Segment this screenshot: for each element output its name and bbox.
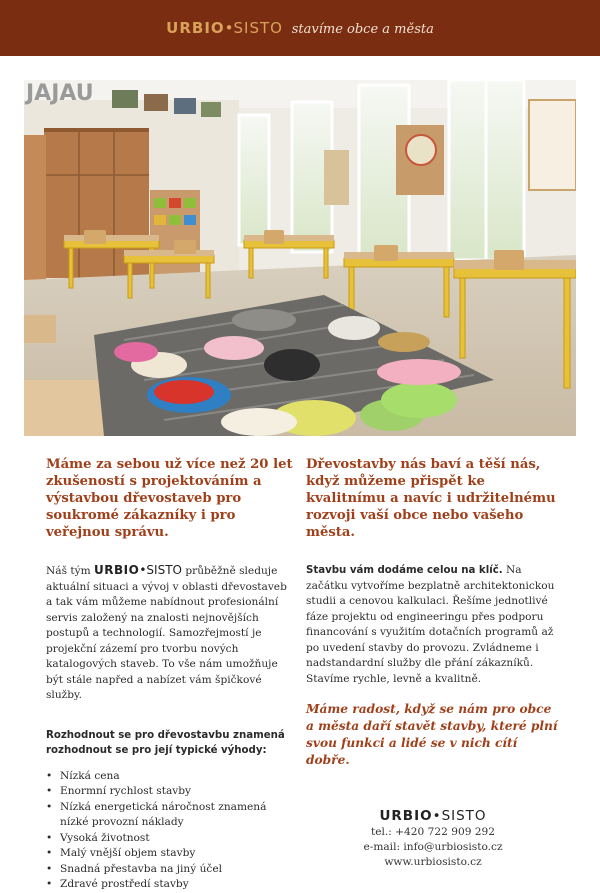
left-column xyxy=(46,456,294,893)
inline-brand-left: URBIO xyxy=(94,563,140,577)
contact-block xyxy=(306,785,560,870)
intro-text-after: průběžně sleduje aktuální situaci a vývoj v oblasti dřevostaveb a tak vám můžeme nabídnout profesionální servis založený na znalosti nejnovějších postupů a technologií. Samozřejmostí je projekční zázemí pro tvorbu nových katalogových staveb. To vše nám umožňuje být stále napřed a nabízet vám špičkové služby. xyxy=(46,565,287,701)
right-paragraph-bold: Stavbu vám dodáme celou na klíč. xyxy=(306,565,503,576)
header-tagline: stavíme obce a města xyxy=(291,22,434,37)
inline-brand-dot: • xyxy=(139,563,147,577)
wall-letters: JAJAU xyxy=(26,81,94,106)
header-brand-right: SISTO xyxy=(233,19,283,37)
contact-phone: tel.: +420 722 909 292 xyxy=(370,826,496,838)
benefits-heading: Rozhodnout se pro dřevostavbu znamená rozhodnout se pro její typické výhody: xyxy=(46,729,285,757)
contact-brand-right: SISTO xyxy=(441,808,487,824)
list-item: • Vysoká životnost xyxy=(46,831,294,847)
right-paragraph xyxy=(306,563,560,687)
list-item: • Malý vnější objem stavby xyxy=(46,846,294,862)
right-lead-heading: Dřevostavby nás baví a těší nás, když můžeme přispět ke kvalitnímu a navíc i udržitelnému rozvoji vaší obce nebo vašeho města. xyxy=(306,457,556,540)
benefits-list xyxy=(46,769,294,893)
contact-email[interactable]: e-mail: info@urbiosisto.cz xyxy=(363,841,503,853)
header-logo xyxy=(0,19,600,39)
list-item: • Nízká energetická náročnost znamená nízké provozní náklady xyxy=(46,800,294,831)
list-item: • Snadná přestavba na jiný účel xyxy=(46,862,294,878)
inline-brand-right: SISTO xyxy=(146,563,182,577)
inline-brand-logo xyxy=(94,563,182,577)
list-item: • Enormní rychlost stavby xyxy=(46,784,294,800)
contact-website[interactable]: www.urbiosisto.cz xyxy=(384,856,482,868)
header-bar xyxy=(0,0,600,56)
right-paragraph-rest: Na začátku vytvoříme bezplatně architektonickou studii a cenovou kalkulaci. Řešíme jednotlivé fáze projektu od engineeringu přes podporu financování s využitím dotačních programů až po uvedení stavby do provozu. Zvládneme i nadstandardní služby dle přání zákazníků. Stavíme rychle, levně a kvalitně. xyxy=(306,564,555,685)
left-intro-paragraph xyxy=(46,563,294,704)
contact-brand-left: URBIO xyxy=(379,808,433,824)
right-column xyxy=(306,456,560,870)
contact-brand-logo xyxy=(306,807,560,825)
list-item: • Nízká cena xyxy=(46,769,294,785)
header-brand-left: URBIO xyxy=(166,19,225,37)
classroom-photo xyxy=(24,80,576,436)
closing-statement: Máme radost, když se nám pro obce a města daří stavět stavby, které plní svou funkci a lidé se v nich cítí dobře. xyxy=(306,702,558,767)
intro-text-before: Náš tým xyxy=(46,565,95,577)
header-brand-dot: • xyxy=(224,19,234,37)
list-item: • Zdravé prostředí stavby xyxy=(46,877,294,893)
left-lead-heading: Máme za sebou už více než 20 let zkušeností s projektováním a výstavbou dřevostaveb pro soukromé zákazníky i pro veřejnou správu. xyxy=(46,457,293,540)
contact-brand-dot: • xyxy=(432,808,442,824)
